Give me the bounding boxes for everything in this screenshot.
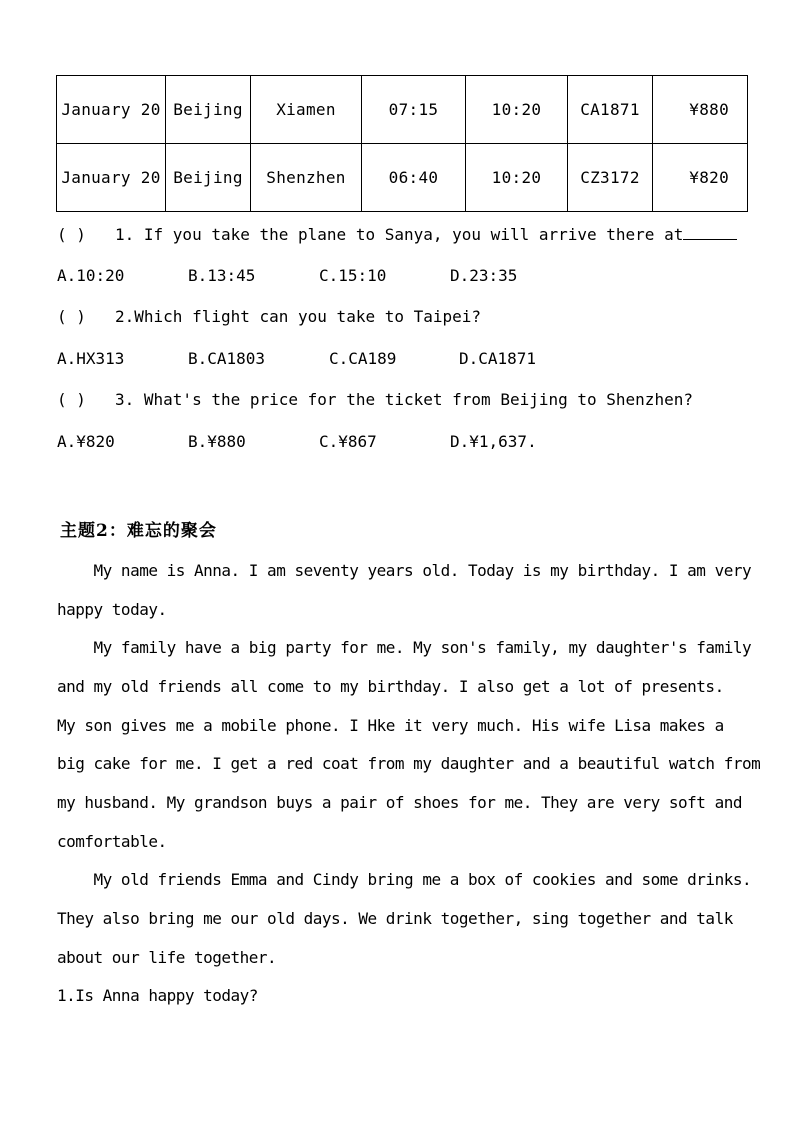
table-cell-to: Shenzhen [251,144,362,212]
question-2 [57,307,481,326]
passage-line: about our life together. [57,948,277,967]
table-cell-to: Xiamen [251,76,362,144]
option-c: C.¥867 [319,432,377,451]
table-cell-from: Beijing [166,76,251,144]
question-text: 2.Which flight can you take to Taipei? [115,307,482,326]
table-cell-price: ¥820 [653,144,748,212]
answer-paren: ( ) [57,390,86,409]
passage-line: and my old friends all come to my birthday. I also get a lot of presents. [57,677,724,696]
passage-line: My old friends Emma and Cindy bring me a box of cookies and some drinks. [57,870,752,889]
table-cell-price: ¥880 [653,76,748,144]
question-text: 1. If you take the plane to Sanya, you will arrive there at [115,225,684,244]
passage-line: happy today. [57,600,167,619]
passage-line: They also bring me our old days. We drink together, sing together and talk [57,909,733,928]
option-c: C.15:10 [319,266,387,285]
passage-line: comfortable. [57,832,167,851]
table-cell-flight: CZ3172 [568,144,653,212]
option-d: D.23:35 [450,266,518,285]
option-a: A.¥820 [57,432,115,451]
option-d: D.CA1871 [459,349,537,368]
question-2-options [57,349,536,368]
comprehension-question: 1.Is Anna happy today? [57,986,258,1005]
passage-line: my husband. My grandson buys a pair of shoes for me. They are very soft and [57,793,742,812]
passage-line: My son gives me a mobile phone. I Hke it very much. His wife Lisa makes a [57,716,724,735]
passage-line: My name is Anna. I am seventy years old. Today is my birthday. I am very [57,561,752,580]
table-row [57,144,748,212]
question-text: 3. What's the price for the ticket from Beijing to Shenzhen? [115,390,693,409]
answer-paren: ( ) [57,225,86,244]
question-1-options [57,266,517,285]
table-cell-from: Beijing [166,144,251,212]
option-b: B.¥880 [188,432,246,451]
question-1 [57,225,737,244]
topic-heading: 主题2：难忘的聚会 [60,521,217,541]
option-c: C.CA189 [329,349,397,368]
flight-table [56,75,748,212]
question-3-options [57,432,537,451]
answer-paren: ( ) [57,307,86,326]
option-a: A.HX313 [57,349,125,368]
passage-line: My family have a big party for me. My son's family, my daughter's family [57,638,752,657]
table-cell-arrival: 10:20 [466,144,568,212]
table-cell-departure: 06:40 [362,144,466,212]
table-cell-arrival: 10:20 [466,76,568,144]
table-cell-flight: CA1871 [568,76,653,144]
option-a: A.10:20 [57,266,125,285]
table-cell-date: January 20 [57,144,166,212]
answer-blank [683,225,737,240]
table-row [57,76,748,144]
option-b: B.CA1803 [188,349,266,368]
table-cell-date: January 20 [57,76,166,144]
option-b: B.13:45 [188,266,256,285]
table-cell-departure: 07:15 [362,76,466,144]
passage-line: big cake for me. I get a red coat from my daughter and a beautiful watch from [57,754,761,773]
option-d: D.¥1,637. [450,432,537,451]
question-3 [57,390,693,409]
